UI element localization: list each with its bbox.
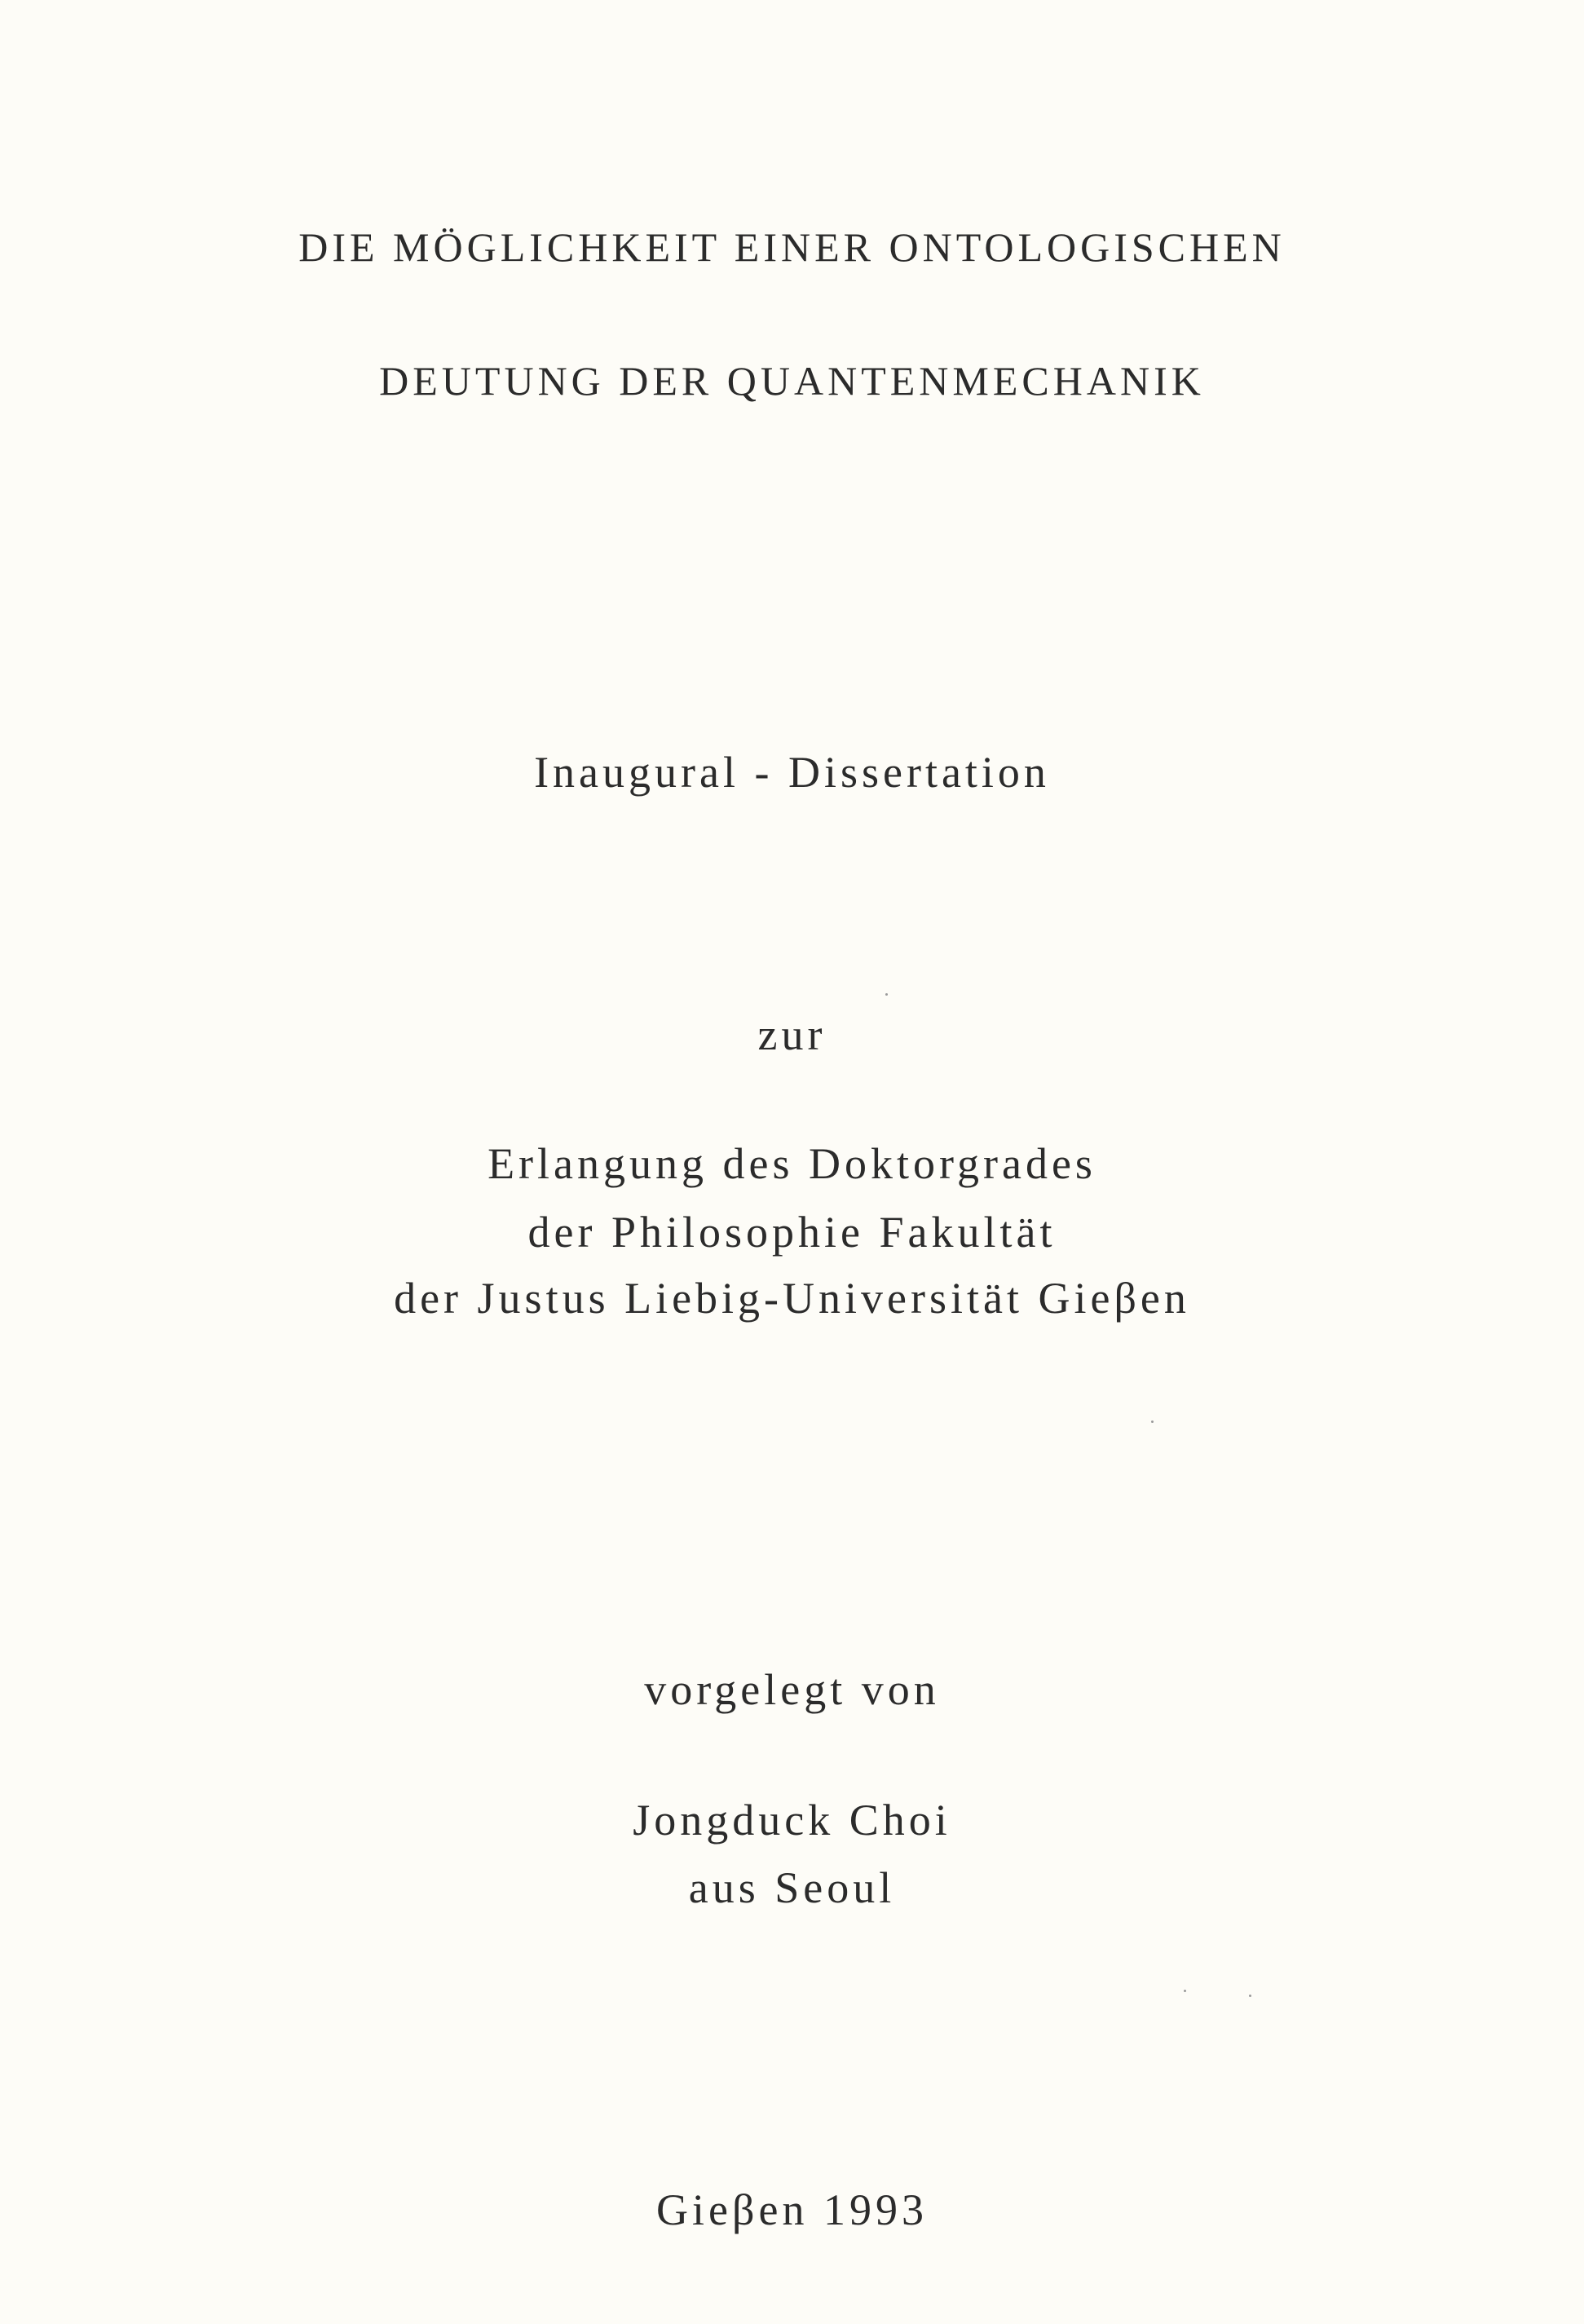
author-name: Jongduck Choi: [633, 1796, 951, 1845]
submitted-by-label: vorgelegt von: [644, 1665, 940, 1714]
paper-speck: [1249, 1995, 1251, 1997]
purpose-zur: zur: [757, 1010, 827, 1059]
paper-speck: [1151, 1420, 1154, 1423]
place-year: Gieβen 1993: [656, 2185, 928, 2234]
paper-speck: [885, 993, 888, 996]
purpose-line-2: der Philosophie Fakultät: [527, 1208, 1057, 1257]
title-line-1: DIE MÖGLICHKEIT EINER ONTOLOGISCHEN: [298, 224, 1286, 270]
purpose-line-1: Erlangung des Doktorgrades: [488, 1139, 1096, 1188]
purpose-line-3: der Justus Liebig-Universität Gieβen: [394, 1274, 1190, 1323]
paper-speck: [1184, 1990, 1186, 1992]
dissertation-type: Inaugural - Dissertation: [534, 748, 1050, 797]
author-origin: aus Seoul: [688, 1863, 896, 1912]
title-line-2: DEUTUNG DER QUANTENMECHANIK: [379, 358, 1205, 404]
